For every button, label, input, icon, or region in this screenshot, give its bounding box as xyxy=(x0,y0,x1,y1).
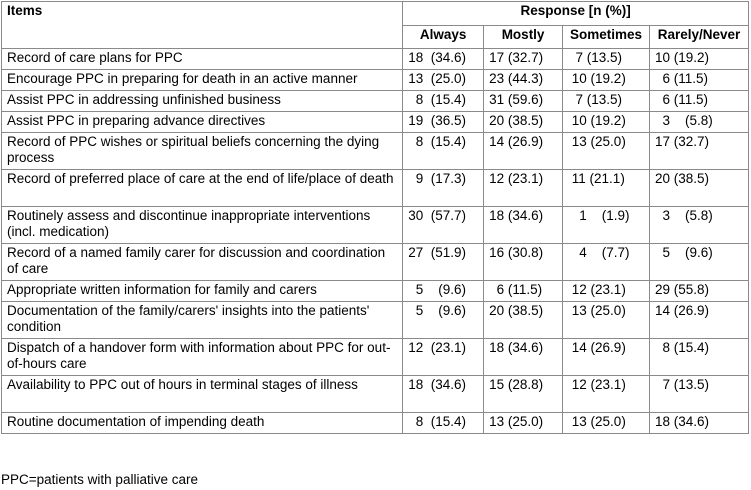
rarely-never-cell: 3 (5.8) xyxy=(650,207,749,244)
rarely-never-cell: 10 (19.2) xyxy=(650,49,749,70)
sometimes-cell: 7 (13.5) xyxy=(563,49,650,70)
rarely-never-cell: 6 (11.5) xyxy=(650,91,749,112)
rarely-never-cell: 20 (38.5) xyxy=(650,170,749,207)
mostly-cell: 18 (34.6) xyxy=(484,207,563,244)
items-header: Items xyxy=(2,2,403,49)
item-cell: Appropriate written information for family and carers xyxy=(2,281,403,302)
mostly-cell: 18 (34.6) xyxy=(484,339,563,376)
sometimes-cell: 4 (7.7) xyxy=(563,244,650,281)
always-cell: 5 (9.6) xyxy=(403,302,484,339)
sometimes-cell: 11 (21.1) xyxy=(563,170,650,207)
item-cell: Assist PPC in preparing advance directives xyxy=(2,112,403,133)
mostly-cell: 12 (23.1) xyxy=(484,170,563,207)
table-row xyxy=(2,281,749,302)
column-header-mostly: Mostly xyxy=(484,26,563,49)
table-row xyxy=(2,170,749,207)
always-cell: 27 (51.9) xyxy=(403,244,484,281)
table-row xyxy=(2,133,749,170)
mostly-cell: 20 (38.5) xyxy=(484,302,563,339)
rarely-never-cell: 14 (26.9) xyxy=(650,302,749,339)
mostly-cell: 13 (25.0) xyxy=(484,413,563,434)
table-footnote: PPC=patients with palliative care xyxy=(1,472,198,487)
sometimes-cell: 12 (23.1) xyxy=(563,281,650,302)
always-cell: 5 (9.6) xyxy=(403,281,484,302)
rarely-never-cell: 17 (32.7) xyxy=(650,133,749,170)
rarely-never-cell: 8 (15.4) xyxy=(650,339,749,376)
table-row xyxy=(2,70,749,91)
mostly-cell: 14 (26.9) xyxy=(484,133,563,170)
sometimes-cell: 7 (13.5) xyxy=(563,91,650,112)
rarely-never-cell: 7 (13.5) xyxy=(650,376,749,413)
always-cell: 18 (34.6) xyxy=(403,49,484,70)
always-cell: 12 (23.1) xyxy=(403,339,484,376)
item-cell: Assist PPC in addressing unfinished business xyxy=(2,91,403,112)
sometimes-cell: 13 (25.0) xyxy=(563,413,650,434)
always-cell: 18 (34.6) xyxy=(403,376,484,413)
mostly-cell: 23 (44.3) xyxy=(484,70,563,91)
response-table xyxy=(1,1,749,434)
mostly-cell: 31 (59.6) xyxy=(484,91,563,112)
column-header-rarely-never: Rarely/Never xyxy=(650,26,749,49)
mostly-cell: 17 (32.7) xyxy=(484,49,563,70)
always-cell: 19 (36.5) xyxy=(403,112,484,133)
always-cell: 30 (57.7) xyxy=(403,207,484,244)
item-cell: Routine documentation of impending death xyxy=(2,413,403,434)
always-cell: 8 (15.4) xyxy=(403,133,484,170)
sometimes-cell: 14 (26.9) xyxy=(563,339,650,376)
sometimes-cell: 13 (25.0) xyxy=(563,133,650,170)
table-row xyxy=(2,49,749,70)
always-cell: 13 (25.0) xyxy=(403,70,484,91)
sometimes-cell: 13 (25.0) xyxy=(563,302,650,339)
always-cell: 8 (15.4) xyxy=(403,413,484,434)
table-row xyxy=(2,376,749,413)
rarely-never-cell: 6 (11.5) xyxy=(650,70,749,91)
item-cell: Documentation of the family/carers' insights into the patients' condition xyxy=(2,302,403,339)
item-cell: Record of preferred place of care at the end of life/place of death xyxy=(2,170,403,207)
table-row xyxy=(2,302,749,339)
table-row xyxy=(2,244,749,281)
mostly-cell: 16 (30.8) xyxy=(484,244,563,281)
table-row xyxy=(2,413,749,434)
item-cell: Dispatch of a handover form with information about PPC for out-of-hours care xyxy=(2,339,403,376)
rarely-never-cell: 18 (34.6) xyxy=(650,413,749,434)
table-row xyxy=(2,207,749,244)
item-cell: Record of a named family carer for discussion and coordination of care xyxy=(2,244,403,281)
column-header-sometimes: Sometimes xyxy=(563,26,650,49)
item-cell: Record of PPC wishes or spiritual beliefs concerning the dying process xyxy=(2,133,403,170)
rarely-never-cell: 29 (55.8) xyxy=(650,281,749,302)
table-row xyxy=(2,112,749,133)
table-row xyxy=(2,91,749,112)
always-cell: 8 (15.4) xyxy=(403,91,484,112)
mostly-cell: 15 (28.8) xyxy=(484,376,563,413)
sometimes-cell: 10 (19.2) xyxy=(563,112,650,133)
item-cell: Routinely assess and discontinue inappropriate interventions (incl. medication) xyxy=(2,207,403,244)
mostly-cell: 20 (38.5) xyxy=(484,112,563,133)
item-cell: Record of care plans for PPC xyxy=(2,49,403,70)
sometimes-cell: 1 (1.9) xyxy=(563,207,650,244)
item-cell: Availability to PPC out of hours in terminal stages of illness xyxy=(2,376,403,413)
table-row xyxy=(2,339,749,376)
rarely-never-cell: 3 (5.8) xyxy=(650,112,749,133)
mostly-cell: 6 (11.5) xyxy=(484,281,563,302)
item-cell: Encourage PPC in preparing for death in an active manner xyxy=(2,70,403,91)
sometimes-cell: 10 (19.2) xyxy=(563,70,650,91)
response-header: Response [n (%)] xyxy=(403,2,749,26)
sometimes-cell: 12 (23.1) xyxy=(563,376,650,413)
column-header-always: Always xyxy=(403,26,484,49)
rarely-never-cell: 5 (9.6) xyxy=(650,244,749,281)
always-cell: 9 (17.3) xyxy=(403,170,484,207)
